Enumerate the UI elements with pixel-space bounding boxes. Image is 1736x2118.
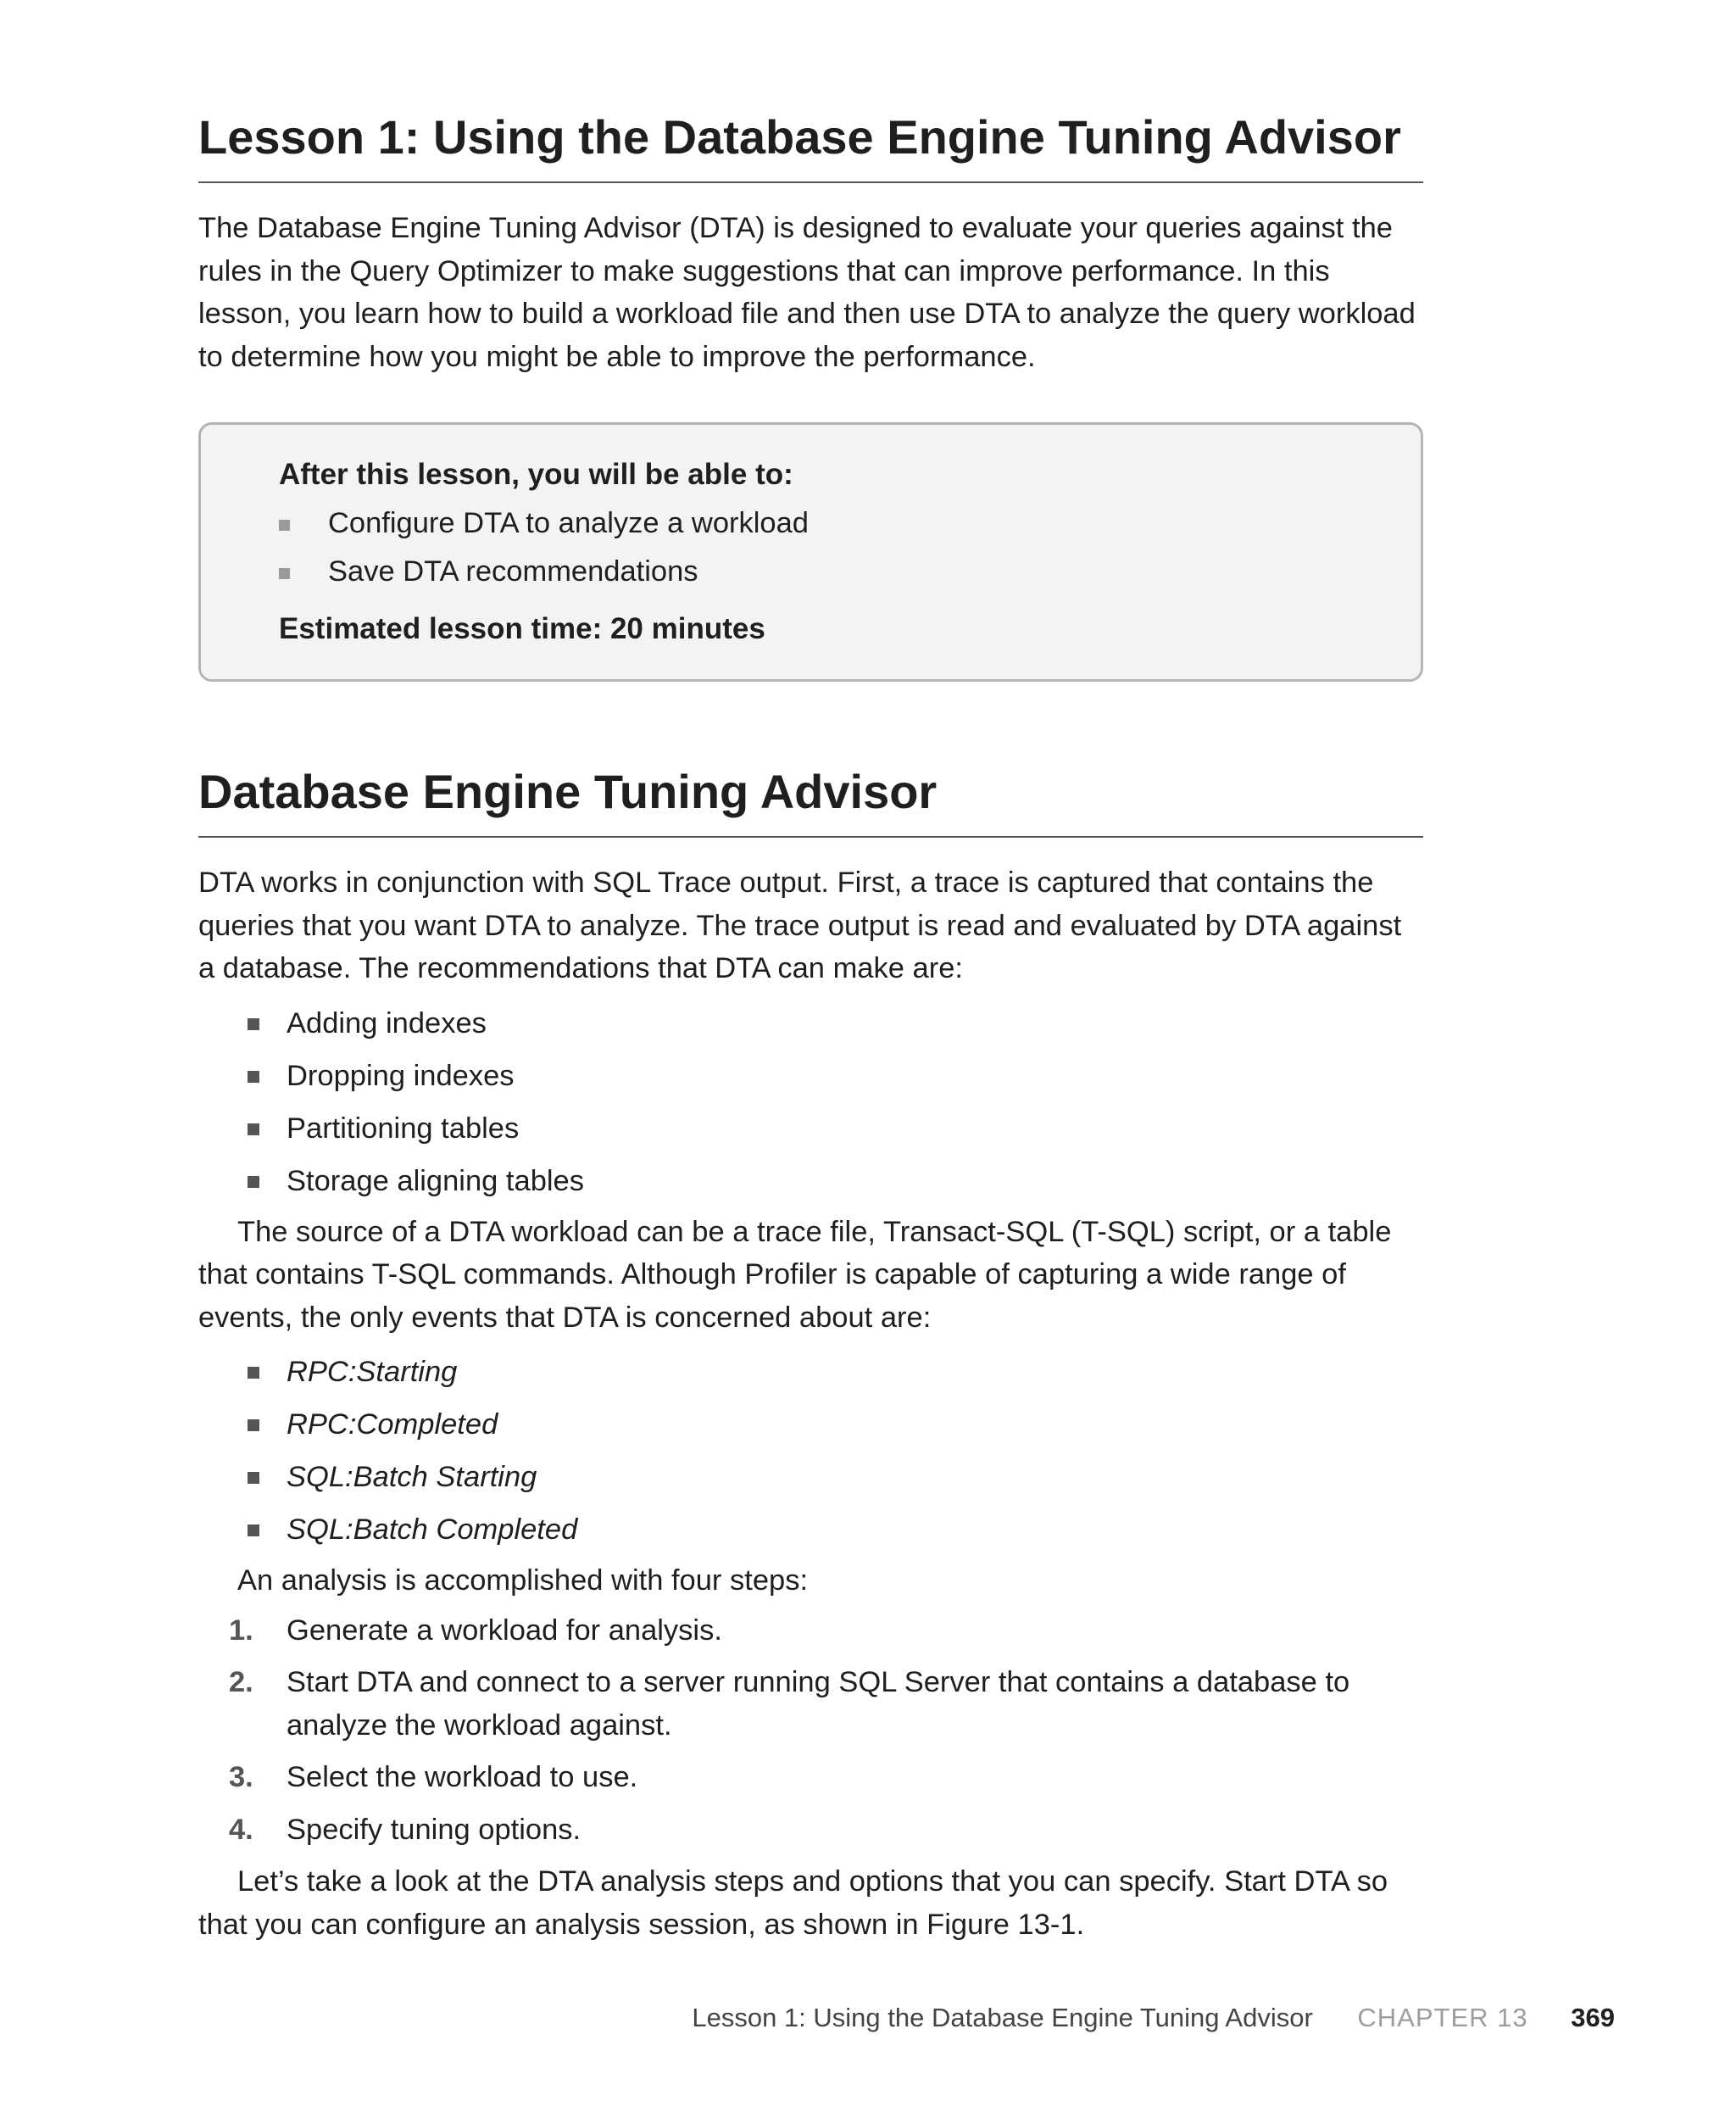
objectives-list — [279, 499, 1421, 596]
step-text: Specify tuning options. — [287, 1813, 581, 1846]
step-number: 4. — [229, 1813, 253, 1846]
event-item: SQL:Batch Completed — [198, 1503, 1423, 1556]
section-paragraph-2: The source of a DTA workload can be a trace file, Transact-SQL (T-SQL) script, or a table that contains T-SQL commands. Although Profiler is capable of capturing a wide range of events, the only events that DTA is concerned about are: — [198, 1215, 1392, 1334]
step-number: 2. — [229, 1666, 253, 1698]
objectives-box — [198, 422, 1423, 682]
section-title: Database Engine Tuning Advisor — [198, 756, 1423, 838]
recommendation-item: Dropping indexes — [198, 1050, 1423, 1102]
step-item — [198, 1756, 1423, 1799]
footer-title: Lesson 1: Using the Database Engine Tuning Advisor — [692, 2003, 1313, 2032]
section-paragraph-4: Let’s take a look at the DTA analysis steps and options that you can specify. Start DTA so that you can configure an analysis session, as shown in Figure 13-1. — [198, 1865, 1388, 1941]
page-number: 369 — [1571, 2003, 1615, 2032]
event-item: RPC:Starting — [198, 1346, 1423, 1398]
lesson-intro: The Database Engine Tuning Advisor (DTA) is designed to evaluate your queries against the rules in the Query Optimizer to make suggestions that can improve performance. In this lesson, you learn how to build a workload file and then use DTA to analyze the query workload to determine how you might be able to improve the performance. — [198, 212, 1416, 373]
lesson-title: Lesson 1: Using the Database Engine Tuning Advisor — [198, 102, 1423, 183]
page-content — [198, 102, 1423, 1946]
objectives-heading: After this lesson, you will be able to: — [279, 458, 793, 491]
step-number: 1. — [229, 1614, 253, 1647]
recommendation-item: Storage aligning tables — [198, 1155, 1423, 1207]
footer-chapter: CHAPTER 13 — [1357, 2003, 1528, 2032]
step-text: Generate a workload for analysis. — [287, 1614, 722, 1647]
step-text: Start DTA and connect to a server running SQL Server that contains a database to analyze the workload against. — [287, 1666, 1350, 1742]
event-item: SQL:Batch Starting — [198, 1451, 1423, 1503]
step-number: 3. — [229, 1761, 253, 1793]
section-paragraph-1: DTA works in conjunction with SQL Trace output. First, a trace is captured that contains the queries that you want DTA to analyze. The trace output is read and evaluated by DTA against a database. The recommendations that DTA can make are: — [198, 867, 1402, 984]
step-item — [198, 1609, 1423, 1653]
steps-list — [198, 1609, 1423, 1852]
section-paragraph-3: An analysis is accomplished with four steps: — [237, 1564, 809, 1597]
step-text: Select the workload to use. — [287, 1761, 638, 1793]
page-footer — [692, 1997, 1615, 2039]
objective-item: Configure DTA to analyze a workload — [279, 499, 1421, 548]
recommendation-item: Partitioning tables — [198, 1102, 1423, 1155]
recommendations-list — [198, 997, 1423, 1207]
step-item — [198, 1809, 1423, 1852]
events-list — [198, 1346, 1423, 1556]
event-item: RPC:Completed — [198, 1398, 1423, 1451]
step-item — [198, 1661, 1423, 1747]
recommendation-item: Adding indexes — [198, 997, 1423, 1050]
objective-item: Save DTA recommendations — [279, 548, 1421, 596]
estimated-time: Estimated lesson time: 20 minutes — [279, 612, 765, 645]
